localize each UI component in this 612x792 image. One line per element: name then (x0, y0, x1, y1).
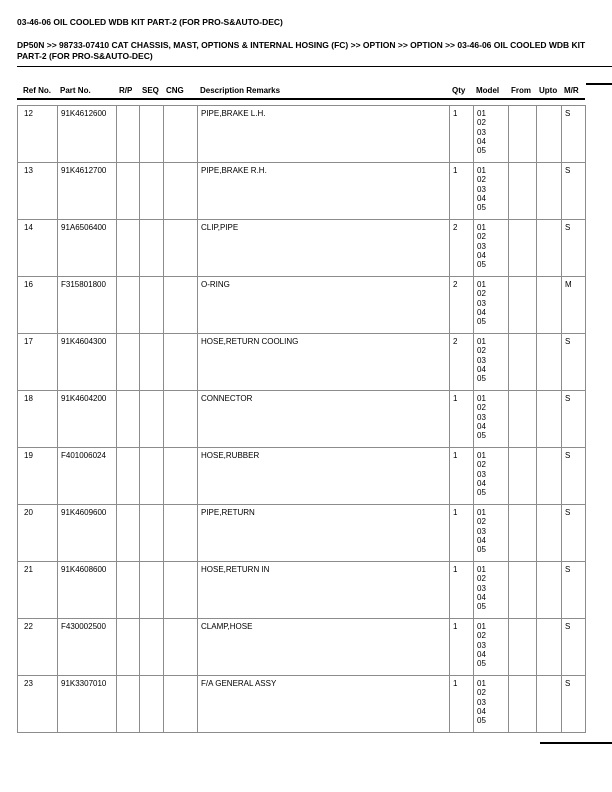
cell-from (509, 163, 537, 220)
cell-description: HOSE,RETURN IN (198, 562, 450, 619)
model-code: 05 (477, 716, 486, 726)
model-code: 05 (477, 317, 486, 327)
cell-model (474, 448, 509, 505)
cell-part-no: 91K4609600 (58, 505, 117, 562)
model-code: 04 (477, 649, 486, 659)
breadcrumb: DP50N >> 98733-07410 CAT CHASSIS, MAST, OPTIONS & INTERNAL HOSING (FC) >> OPTION >> OPTION >> 03-46-06 OIL COOLED WDB KIT PART-2 (FOR PRO-S&AUTO-DEC) (17, 40, 586, 61)
cell-from (509, 448, 537, 505)
col-header-qty: Qty (449, 84, 473, 99)
cell-description: O-RING (198, 277, 450, 334)
cell-qty: 1 (450, 106, 474, 163)
model-code: 04 (477, 421, 486, 431)
cell-cng (164, 448, 198, 505)
col-header-model: Model (473, 84, 508, 99)
cell-qty: 1 (450, 562, 474, 619)
cell-rp (117, 334, 140, 391)
model-code: 03 (477, 241, 486, 251)
cell-mr: S (562, 106, 586, 163)
cell-description: PIPE,RETURN (198, 505, 450, 562)
top-right-rule (586, 83, 612, 85)
cell-part-no: 91K4612700 (58, 163, 117, 220)
cell-qty: 2 (450, 334, 474, 391)
cell-upto (537, 505, 562, 562)
cell-mr: S (562, 391, 586, 448)
cell-mr: S (562, 619, 586, 676)
model-code: 01 (477, 337, 486, 346)
cell-ref-no: 19 (18, 448, 58, 505)
model-code: 05 (477, 374, 486, 384)
model-code: 02 (477, 460, 486, 470)
col-header-part-no: Part No. (57, 84, 116, 99)
col-header-rp: R/P (116, 84, 139, 99)
model-code: 04 (477, 136, 486, 146)
col-header-ref-no: Ref No. (17, 84, 57, 99)
model-code: 01 (477, 622, 486, 631)
cell-cng (164, 676, 198, 733)
model-code: 03 (477, 298, 486, 308)
model-code: 05 (477, 260, 486, 270)
model-code: 04 (477, 706, 486, 716)
cell-description: HOSE,RUBBER (198, 448, 450, 505)
cell-ref-no: 20 (18, 505, 58, 562)
cell-cng (164, 562, 198, 619)
cell-qty: 1 (450, 391, 474, 448)
model-code: 02 (477, 631, 486, 641)
cell-cng (164, 619, 198, 676)
cell-upto (537, 562, 562, 619)
model-code: 05 (477, 659, 486, 669)
cell-from (509, 619, 537, 676)
cell-upto (537, 619, 562, 676)
model-code: 01 (477, 166, 486, 175)
cell-from (509, 676, 537, 733)
model-code: 01 (477, 679, 486, 688)
page-title: 03-46-06 OIL COOLED WDB KIT PART-2 (FOR PRO-S&AUTO-DEC) (17, 17, 283, 27)
model-code: 03 (477, 469, 486, 479)
cell-description: PIPE,BRAKE L.H. (198, 106, 450, 163)
cell-model (474, 220, 509, 277)
header-row (17, 84, 585, 99)
cell-mr: S (562, 220, 586, 277)
table-row (18, 676, 586, 733)
cell-description: CLAMP,HOSE (198, 619, 450, 676)
table-row (18, 448, 586, 505)
cell-model (474, 391, 509, 448)
model-code: 05 (477, 146, 486, 156)
cell-ref-no: 23 (18, 676, 58, 733)
cell-cng (164, 163, 198, 220)
cell-upto (537, 676, 562, 733)
cell-rp (117, 277, 140, 334)
cell-rp (117, 391, 140, 448)
cell-seq (140, 505, 164, 562)
model-code: 01 (477, 451, 486, 460)
model-code: 03 (477, 526, 486, 536)
model-code: 05 (477, 545, 486, 555)
col-header-cng: CNG (163, 84, 197, 99)
model-code: 04 (477, 535, 486, 545)
cell-ref-no: 16 (18, 277, 58, 334)
cell-mr: S (562, 562, 586, 619)
cell-cng (164, 391, 198, 448)
model-code: 02 (477, 175, 486, 185)
cell-rp (117, 106, 140, 163)
header-divider-line (17, 66, 612, 67)
cell-qty: 1 (450, 619, 474, 676)
cell-cng (164, 106, 198, 163)
cell-seq (140, 163, 164, 220)
model-code: 01 (477, 565, 486, 574)
table-row (18, 505, 586, 562)
cell-model (474, 676, 509, 733)
table-row (18, 106, 586, 163)
model-code: 02 (477, 574, 486, 584)
cell-model (474, 619, 509, 676)
table-row (18, 562, 586, 619)
cell-upto (537, 220, 562, 277)
cell-mr: S (562, 676, 586, 733)
model-code: 01 (477, 508, 486, 517)
cell-upto (537, 106, 562, 163)
model-code: 01 (477, 109, 486, 118)
cell-ref-no: 22 (18, 619, 58, 676)
cell-description: PIPE,BRAKE R.H. (198, 163, 450, 220)
cell-qty: 2 (450, 220, 474, 277)
cell-from (509, 106, 537, 163)
cell-cng (164, 277, 198, 334)
cell-qty: 1 (450, 448, 474, 505)
cell-ref-no: 18 (18, 391, 58, 448)
cell-from (509, 505, 537, 562)
cell-part-no: 91K4608600 (58, 562, 117, 619)
model-code: 02 (477, 688, 486, 698)
cell-upto (537, 448, 562, 505)
model-code: 03 (477, 697, 486, 707)
cell-cng (164, 334, 198, 391)
cell-model (474, 334, 509, 391)
model-code: 04 (477, 364, 486, 374)
cell-part-no: 91K4604300 (58, 334, 117, 391)
cell-part-no: 91K3307010 (58, 676, 117, 733)
cell-model (474, 562, 509, 619)
model-code: 01 (477, 280, 486, 289)
cell-description: CONNECTOR (198, 391, 450, 448)
parts-table-header (17, 84, 585, 100)
cell-rp (117, 163, 140, 220)
model-code: 03 (477, 640, 486, 650)
cell-seq (140, 277, 164, 334)
table-row (18, 163, 586, 220)
model-code: 02 (477, 517, 486, 527)
cell-from (509, 220, 537, 277)
cell-ref-no: 12 (18, 106, 58, 163)
cell-mr: S (562, 505, 586, 562)
model-code: 05 (477, 488, 486, 498)
col-header-from: From (508, 84, 536, 99)
cell-rp (117, 562, 140, 619)
model-code: 05 (477, 602, 486, 612)
cell-upto (537, 391, 562, 448)
cell-from (509, 334, 537, 391)
cell-ref-no: 21 (18, 562, 58, 619)
cell-rp (117, 505, 140, 562)
cell-qty: 1 (450, 163, 474, 220)
cell-seq (140, 391, 164, 448)
model-code: 04 (477, 592, 486, 602)
cell-from (509, 277, 537, 334)
cell-description: F/A GENERAL ASSY (198, 676, 450, 733)
parts-table-body (18, 106, 586, 733)
cell-upto (537, 277, 562, 334)
table-row (18, 619, 586, 676)
cell-ref-no: 14 (18, 220, 58, 277)
cell-part-no: F315801800 (58, 277, 117, 334)
cell-qty: 1 (450, 676, 474, 733)
cell-seq (140, 676, 164, 733)
model-code: 03 (477, 583, 486, 593)
model-code: 05 (477, 431, 486, 441)
parts-table (17, 84, 585, 733)
cell-part-no: 91K4612600 (58, 106, 117, 163)
cell-seq (140, 106, 164, 163)
model-code: 04 (477, 250, 486, 260)
model-code: 03 (477, 355, 486, 365)
cell-part-no: F401006024 (58, 448, 117, 505)
model-code: 01 (477, 223, 486, 232)
cell-part-no: 91K4604200 (58, 391, 117, 448)
cell-ref-no: 17 (18, 334, 58, 391)
cell-description: CLIP,PIPE (198, 220, 450, 277)
cell-from (509, 562, 537, 619)
cell-mr: S (562, 334, 586, 391)
cell-seq (140, 220, 164, 277)
table-row (18, 391, 586, 448)
cell-cng (164, 220, 198, 277)
model-code: 03 (477, 127, 486, 137)
cell-upto (537, 334, 562, 391)
col-header-seq: SEQ (139, 84, 163, 99)
model-code: 03 (477, 184, 486, 194)
cell-cng (164, 505, 198, 562)
cell-ref-no: 13 (18, 163, 58, 220)
cell-model (474, 277, 509, 334)
table-row (18, 220, 586, 277)
cell-from (509, 391, 537, 448)
cell-rp (117, 619, 140, 676)
cell-mr: M (562, 277, 586, 334)
cell-rp (117, 676, 140, 733)
table-row (18, 277, 586, 334)
col-header-upto: Upto (536, 84, 561, 99)
cell-seq (140, 619, 164, 676)
cell-upto (537, 163, 562, 220)
model-code: 02 (477, 232, 486, 242)
model-code: 04 (477, 307, 486, 317)
cell-seq (140, 448, 164, 505)
model-code: 02 (477, 403, 486, 413)
cell-qty: 2 (450, 277, 474, 334)
cell-mr: S (562, 448, 586, 505)
cell-part-no: F430002500 (58, 619, 117, 676)
col-header-description-remarks: Description Remarks (197, 84, 449, 99)
cell-model (474, 106, 509, 163)
cell-seq (140, 334, 164, 391)
cell-qty: 1 (450, 505, 474, 562)
model-code: 03 (477, 412, 486, 422)
model-code: 02 (477, 346, 486, 356)
model-code: 01 (477, 394, 486, 403)
cell-seq (140, 562, 164, 619)
model-code: 05 (477, 203, 486, 213)
col-header-mr: M/R (561, 84, 585, 99)
cell-model (474, 163, 509, 220)
cell-rp (117, 220, 140, 277)
model-code: 02 (477, 289, 486, 299)
model-code: 04 (477, 193, 486, 203)
cell-part-no: 91A6506400 (58, 220, 117, 277)
cell-description: HOSE,RETURN COOLING (198, 334, 450, 391)
cell-rp (117, 448, 140, 505)
cell-mr: S (562, 163, 586, 220)
model-code: 02 (477, 118, 486, 128)
parts-table-grid (17, 105, 586, 733)
table-row (18, 334, 586, 391)
cell-model (474, 505, 509, 562)
model-code: 04 (477, 478, 486, 488)
bottom-right-rule (540, 742, 612, 744)
